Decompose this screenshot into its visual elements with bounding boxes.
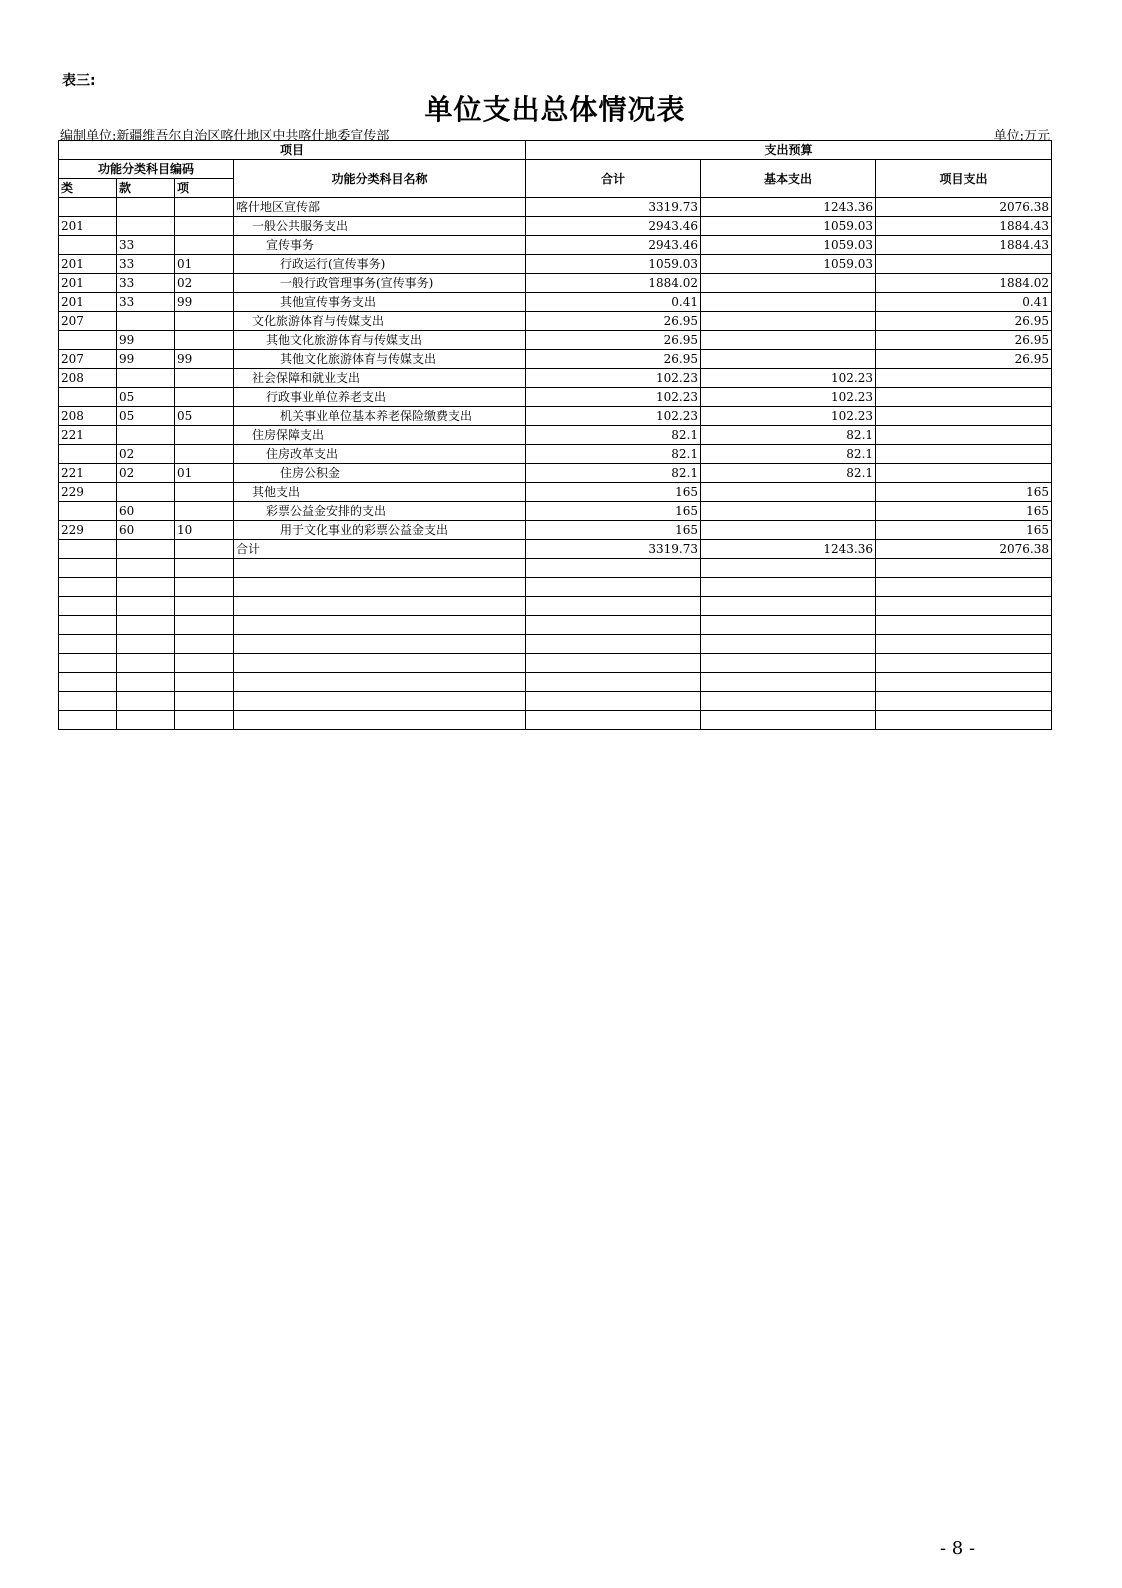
cell-lei: 201: [59, 217, 117, 236]
cell-xiang: [175, 388, 234, 407]
cell-project: 1884.02: [876, 274, 1052, 293]
cell-lei: 201: [59, 274, 117, 293]
empty-cell: [876, 673, 1052, 692]
cell-project: 26.95: [876, 350, 1052, 369]
cell-name: 行政事业单位养老支出: [234, 388, 526, 407]
table-row: [59, 483, 1052, 502]
empty-cell: [59, 578, 117, 597]
empty-cell: [701, 654, 876, 673]
header-name: 功能分类科目名称: [234, 160, 526, 198]
table-row: [59, 293, 1052, 312]
cell-kuan: 60: [117, 521, 175, 540]
empty-cell: [117, 597, 175, 616]
empty-cell: [701, 673, 876, 692]
expenditure-table: [58, 140, 1052, 730]
cell-name: 住房公积金: [234, 464, 526, 483]
currency-unit: 单位:万元: [993, 129, 1050, 144]
cell-xiang: [175, 217, 234, 236]
cell-lei: 207: [59, 350, 117, 369]
cell-name: 其他支出: [234, 483, 526, 502]
cell-xiang: 01: [175, 255, 234, 274]
empty-cell: [876, 616, 1052, 635]
empty-cell: [701, 692, 876, 711]
cell-kuan: 02: [117, 464, 175, 483]
cell-lei: 229: [59, 483, 117, 502]
table-row: [59, 255, 1052, 274]
cell-basic: 1243.36: [701, 198, 876, 217]
empty-cell: [526, 559, 701, 578]
cell-name: 合计: [234, 540, 526, 559]
empty-cell: [234, 616, 526, 635]
cell-xiang: [175, 540, 234, 559]
cell-xiang: 05: [175, 407, 234, 426]
table-row: [59, 464, 1052, 483]
cell-kuan: 60: [117, 502, 175, 521]
empty-cell: [701, 559, 876, 578]
cell-basic: 102.23: [701, 388, 876, 407]
cell-total: 26.95: [526, 350, 701, 369]
empty-cell: [59, 635, 117, 654]
empty-cell: [175, 616, 234, 635]
cell-project: [876, 255, 1052, 274]
table-label: 表三:: [62, 73, 96, 89]
table-row: [59, 445, 1052, 464]
cell-kuan: 02: [117, 445, 175, 464]
empty-row: [59, 654, 1052, 673]
cell-basic: [701, 274, 876, 293]
cell-lei: [59, 540, 117, 559]
cell-lei: 201: [59, 293, 117, 312]
cell-total: 165: [526, 521, 701, 540]
cell-name: 喀什地区宣传部: [234, 198, 526, 217]
empty-cell: [234, 711, 526, 730]
cell-name: 其他文化旅游体育与传媒支出: [234, 350, 526, 369]
cell-lei: 229: [59, 521, 117, 540]
cell-name: 住房改革支出: [234, 445, 526, 464]
empty-cell: [876, 654, 1052, 673]
cell-total: 3319.73: [526, 540, 701, 559]
cell-project: 165: [876, 483, 1052, 502]
empty-row: [59, 559, 1052, 578]
cell-xiang: [175, 483, 234, 502]
cell-project: 26.95: [876, 312, 1052, 331]
empty-cell: [234, 673, 526, 692]
cell-kuan: 99: [117, 331, 175, 350]
compiler-unit: 编制单位:新疆维吾尔自治区喀什地区中共喀什地委宣传部: [60, 129, 390, 144]
cell-xiang: [175, 502, 234, 521]
cell-basic: [701, 521, 876, 540]
cell-name: 宣传事务: [234, 236, 526, 255]
empty-cell: [59, 692, 117, 711]
empty-cell: [117, 578, 175, 597]
cell-total: 1884.02: [526, 274, 701, 293]
cell-total: 26.95: [526, 312, 701, 331]
empty-cell: [701, 711, 876, 730]
header-lei: 类: [59, 179, 117, 198]
page-number: - 8 -: [940, 1538, 976, 1559]
cell-basic: [701, 483, 876, 502]
cell-kuan: 05: [117, 388, 175, 407]
cell-lei: [59, 236, 117, 255]
cell-name: 住房保障支出: [234, 426, 526, 445]
cell-project: [876, 445, 1052, 464]
cell-basic: 82.1: [701, 464, 876, 483]
cell-name: 一般公共服务支出: [234, 217, 526, 236]
empty-cell: [876, 578, 1052, 597]
cell-lei: [59, 331, 117, 350]
table-row: [59, 312, 1052, 331]
empty-cell: [175, 692, 234, 711]
table-row: [59, 426, 1052, 445]
cell-kuan: [117, 369, 175, 388]
cell-total: 82.1: [526, 445, 701, 464]
cell-total: 2943.46: [526, 217, 701, 236]
cell-total: 26.95: [526, 331, 701, 350]
empty-cell: [117, 616, 175, 635]
cell-project: 1884.43: [876, 236, 1052, 255]
header-xiang: 项: [175, 179, 234, 198]
cell-xiang: [175, 331, 234, 350]
empty-cell: [59, 616, 117, 635]
empty-row: [59, 578, 1052, 597]
cell-basic: 82.1: [701, 426, 876, 445]
cell-basic: 1243.36: [701, 540, 876, 559]
table-row: [59, 407, 1052, 426]
cell-total: 0.41: [526, 293, 701, 312]
empty-cell: [526, 578, 701, 597]
empty-row: [59, 711, 1052, 730]
cell-name: 其他文化旅游体育与传媒支出: [234, 331, 526, 350]
empty-cell: [175, 711, 234, 730]
empty-cell: [234, 654, 526, 673]
empty-row: [59, 635, 1052, 654]
empty-cell: [59, 654, 117, 673]
table-row: [59, 369, 1052, 388]
meta-row: [60, 125, 1050, 144]
cell-kuan: [117, 217, 175, 236]
cell-project: [876, 464, 1052, 483]
header-project-exp: 项目支出: [876, 160, 1052, 198]
empty-cell: [526, 654, 701, 673]
cell-name: 文化旅游体育与传媒支出: [234, 312, 526, 331]
empty-cell: [59, 673, 117, 692]
cell-name: 行政运行(宣传事务): [234, 255, 526, 274]
empty-cell: [234, 692, 526, 711]
cell-kuan: 33: [117, 274, 175, 293]
cell-lei: [59, 198, 117, 217]
empty-cell: [175, 654, 234, 673]
cell-basic: 1059.03: [701, 236, 876, 255]
empty-cell: [876, 692, 1052, 711]
cell-xiang: [175, 312, 234, 331]
cell-lei: 207: [59, 312, 117, 331]
header-total: 合计: [526, 160, 701, 198]
cell-project: 165: [876, 502, 1052, 521]
cell-total: 2943.46: [526, 236, 701, 255]
cell-basic: [701, 331, 876, 350]
empty-cell: [175, 578, 234, 597]
cell-total: 102.23: [526, 369, 701, 388]
cell-xiang: 99: [175, 293, 234, 312]
cell-kuan: 33: [117, 236, 175, 255]
cell-lei: 221: [59, 464, 117, 483]
cell-xiang: 99: [175, 350, 234, 369]
empty-cell: [234, 635, 526, 654]
empty-cell: [876, 559, 1052, 578]
empty-cell: [59, 559, 117, 578]
cell-basic: 1059.03: [701, 217, 876, 236]
empty-cell: [526, 692, 701, 711]
cell-total: 165: [526, 483, 701, 502]
cell-project: 26.95: [876, 331, 1052, 350]
empty-cell: [117, 673, 175, 692]
cell-basic: 82.1: [701, 445, 876, 464]
empty-row: [59, 673, 1052, 692]
cell-name: 彩票公益金安排的支出: [234, 502, 526, 521]
empty-row: [59, 616, 1052, 635]
table-row: [59, 388, 1052, 407]
table-row: [59, 217, 1052, 236]
cell-basic: [701, 350, 876, 369]
cell-xiang: [175, 236, 234, 255]
empty-cell: [701, 616, 876, 635]
empty-cell: [117, 559, 175, 578]
empty-cell: [526, 597, 701, 616]
cell-xiang: [175, 426, 234, 445]
empty-cell: [526, 635, 701, 654]
cell-basic: 102.23: [701, 407, 876, 426]
cell-xiang: 10: [175, 521, 234, 540]
cell-total: 82.1: [526, 464, 701, 483]
table-row: [59, 274, 1052, 293]
header-budget: 支出预算: [526, 141, 1052, 160]
table-row: [59, 236, 1052, 255]
empty-cell: [59, 597, 117, 616]
cell-basic: [701, 293, 876, 312]
empty-cell: [876, 711, 1052, 730]
header-project: 项目: [59, 141, 526, 160]
cell-name: 其他宣传事务支出: [234, 293, 526, 312]
header-code-group: 功能分类科目编码: [59, 160, 234, 179]
cell-project: [876, 426, 1052, 445]
cell-name: 一般行政管理事务(宣传事务): [234, 274, 526, 293]
cell-total: 82.1: [526, 426, 701, 445]
table-row: [59, 502, 1052, 521]
empty-cell: [117, 711, 175, 730]
empty-cell: [175, 597, 234, 616]
cell-basic: [701, 502, 876, 521]
cell-xiang: [175, 198, 234, 217]
cell-kuan: [117, 312, 175, 331]
empty-cell: [175, 635, 234, 654]
cell-name: 用于文化事业的彩票公益金支出: [234, 521, 526, 540]
empty-cell: [526, 711, 701, 730]
empty-cell: [175, 673, 234, 692]
empty-row: [59, 692, 1052, 711]
empty-cell: [526, 616, 701, 635]
cell-total: 1059.03: [526, 255, 701, 274]
empty-cell: [701, 597, 876, 616]
cell-kuan: [117, 198, 175, 217]
empty-cell: [701, 635, 876, 654]
empty-cell: [175, 559, 234, 578]
table-row: [59, 198, 1052, 217]
table-body: [59, 198, 1052, 730]
cell-lei: [59, 445, 117, 464]
table-row: [59, 521, 1052, 540]
cell-project: 2076.38: [876, 198, 1052, 217]
cell-kuan: [117, 426, 175, 445]
cell-total: 3319.73: [526, 198, 701, 217]
empty-cell: [234, 559, 526, 578]
header-basic: 基本支出: [701, 160, 876, 198]
cell-total: 165: [526, 502, 701, 521]
cell-project: [876, 369, 1052, 388]
page-title: 单位支出总体情况表: [424, 93, 686, 126]
cell-project: 2076.38: [876, 540, 1052, 559]
header-kuan: 款: [117, 179, 175, 198]
cell-project: [876, 388, 1052, 407]
cell-kuan: 99: [117, 350, 175, 369]
cell-lei: [59, 388, 117, 407]
empty-cell: [701, 578, 876, 597]
table-row: [59, 540, 1052, 559]
cell-lei: [59, 502, 117, 521]
empty-cell: [234, 597, 526, 616]
cell-basic: [701, 312, 876, 331]
cell-kuan: [117, 540, 175, 559]
cell-project: [876, 407, 1052, 426]
cell-xiang: 01: [175, 464, 234, 483]
cell-kuan: [117, 483, 175, 502]
empty-row: [59, 597, 1052, 616]
empty-cell: [117, 692, 175, 711]
cell-project: 1884.43: [876, 217, 1052, 236]
empty-cell: [876, 635, 1052, 654]
cell-total: 102.23: [526, 388, 701, 407]
table-row: [59, 331, 1052, 350]
cell-lei: 201: [59, 255, 117, 274]
table-row: [59, 350, 1052, 369]
cell-kuan: 33: [117, 293, 175, 312]
cell-name: 社会保障和就业支出: [234, 369, 526, 388]
cell-xiang: 02: [175, 274, 234, 293]
cell-project: 0.41: [876, 293, 1052, 312]
empty-cell: [526, 673, 701, 692]
cell-total: 102.23: [526, 407, 701, 426]
empty-cell: [117, 635, 175, 654]
cell-name: 机关事业单位基本养老保险缴费支出: [234, 407, 526, 426]
cell-lei: 208: [59, 369, 117, 388]
empty-cell: [234, 578, 526, 597]
empty-cell: [876, 597, 1052, 616]
cell-kuan: 33: [117, 255, 175, 274]
cell-lei: 208: [59, 407, 117, 426]
cell-project: 165: [876, 521, 1052, 540]
cell-basic: 1059.03: [701, 255, 876, 274]
cell-lei: 221: [59, 426, 117, 445]
cell-xiang: [175, 445, 234, 464]
cell-kuan: 05: [117, 407, 175, 426]
cell-xiang: [175, 369, 234, 388]
empty-cell: [117, 654, 175, 673]
empty-cell: [59, 711, 117, 730]
cell-basic: 102.23: [701, 369, 876, 388]
